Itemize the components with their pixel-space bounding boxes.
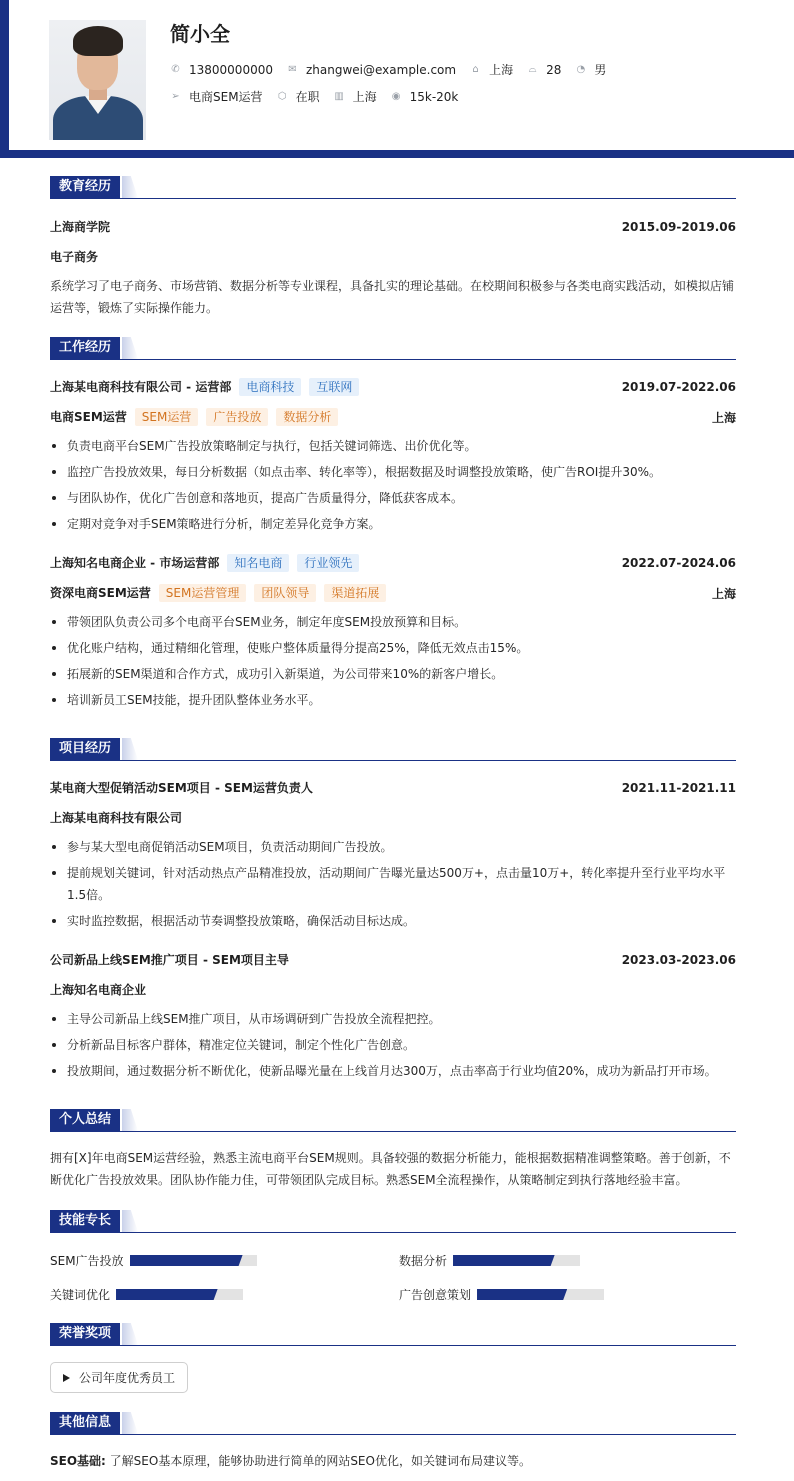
list-item: 定期对竞争对手SEM策略进行分析，制定差异化竞争方案。 (50, 511, 736, 537)
project-header-row (50, 951, 736, 968)
section-header (50, 1412, 736, 1435)
skill-tag: 渠道拓展 (324, 584, 386, 602)
list-item: 监控广告投放效果，每日分析数据（如点击率、转化率等），根据数据及时调整投放策略，使广告ROI提升30%。 (50, 459, 736, 485)
home-icon: ⌂ (472, 64, 479, 75)
section-header (50, 1323, 736, 1346)
project-title: 公司新品上线SEM推广项目 - SEM项目主导 (50, 953, 289, 967)
work-bullets (50, 609, 736, 713)
cake-icon: ⌓ (528, 64, 537, 75)
candidate-name: 简小全 (170, 22, 230, 46)
work-section (50, 337, 736, 360)
role-name: 电商SEM运营 (50, 410, 127, 424)
education-section (50, 176, 736, 199)
section-header (50, 176, 736, 199)
project-period: 2023.03-2023.06 (621, 952, 736, 967)
contact-row (170, 61, 620, 78)
gender-icon: ◔ (576, 64, 586, 75)
expected-salary: 15k-20k (409, 89, 459, 104)
skill-item (50, 1286, 243, 1303)
work-location: 上海 (711, 586, 736, 601)
list-item: 分析新品目标客户群体，精准定位关键词，制定个性化广告创意。 (50, 1032, 736, 1058)
mail-icon: ✉ (288, 64, 297, 75)
age: 28 (546, 62, 562, 77)
profile-photo (49, 20, 146, 140)
list-item: 优化账户结构，通过精细化管理，使账户整体质量得分提高25%，降低无效点击15%。 (50, 635, 736, 661)
project-header-row (50, 779, 736, 796)
play-icon (63, 1374, 70, 1382)
skill-name: 数据分析 (399, 1254, 448, 1268)
award-item[interactable] (50, 1362, 188, 1393)
list-item: 投放期间，通过数据分析不断优化，使新品曝光量在上线首月达300万，点击率高于行业均值20%，成功为新品打开市场。 (50, 1058, 736, 1084)
project-bullets (50, 834, 736, 934)
skill-tag: 数据分析 (276, 408, 338, 426)
other-label: SEO基础: (50, 1454, 106, 1468)
role-row (50, 584, 736, 602)
list-item: 提前规划关键词，针对活动热点产品精准投放，活动期间广告曝光量达500万+，点击量10万+，转化率提升至行业平均水平1.5倍。 (50, 860, 736, 908)
skills-section (50, 1210, 736, 1233)
send-icon: ➢ (171, 91, 180, 102)
skill-bar (116, 1289, 243, 1300)
list-item: 带领团队负责公司多个电商平台SEM业务，制定年度SEM投放预算和目标。 (50, 609, 736, 635)
other-text: 了解SEO基本原理，能够协助进行简单的网站SEO优化，如关键词布局建议等。 (109, 1454, 531, 1468)
list-item: 拓展新的SEM渠道和合作方式，成功引入新渠道，为公司带来10%的新客户增长。 (50, 661, 736, 687)
phone-number: 13800000000 (189, 62, 273, 77)
company-tag: 行业领先 (297, 554, 359, 572)
section-title: 项目经历 (50, 738, 120, 760)
work-location: 上海 (711, 410, 736, 425)
skill-name: SEM广告投放 (50, 1254, 124, 1268)
company-tag: 电商科技 (239, 378, 301, 396)
company-name: 上海知名电商企业 - 市场运营部 (50, 556, 220, 570)
skill-tag: SEM运营管理 (159, 584, 247, 602)
project-company-row (50, 809, 736, 826)
skill-item (50, 1252, 257, 1269)
work-header-row (50, 554, 736, 572)
job-target: 电商SEM运营 (189, 90, 263, 104)
section-header (50, 1210, 736, 1233)
section-title: 技能专长 (50, 1210, 120, 1232)
project-bullets (50, 1006, 736, 1084)
section-title: 其他信息 (50, 1412, 120, 1434)
list-item: 实时监控数据，根据活动节奏调整投放策略，确保活动目标达成。 (50, 908, 736, 934)
work-bullets (50, 433, 736, 537)
role-name: 资深电商SEM运营 (50, 586, 151, 600)
company-name: 上海某电商科技有限公司 - 运营部 (50, 380, 232, 394)
company-tag: 知名电商 (227, 554, 289, 572)
list-item: 参与某大型电商促销活动SEM项目，负责活动期间广告投放。 (50, 834, 736, 860)
summary-text: 拥有[X]年电商SEM运营经验，熟悉主流电商平台SEM规则。具备较强的数据分析能力，能根据数据精准调整策略。善于创新，不断优化广告投放效果。团队协作能力佳，可带领团队完成目标。熟悉SEM全流程操作，从策略制定到执行落地经验丰富。 (50, 1151, 731, 1187)
major-row (50, 248, 736, 265)
project-title: 某电商大型促销活动SEM项目 - SEM运营负责人 (50, 781, 313, 795)
status-icon: ⬡ (277, 91, 287, 102)
skill-bar (477, 1289, 604, 1300)
award-name: 公司年度优秀员工 (79, 1371, 176, 1385)
building-icon: ▥ (334, 91, 344, 102)
list-item: 主导公司新品上线SEM推广项目，从市场调研到广告投放全流程把控。 (50, 1006, 736, 1032)
job-intent-row (170, 88, 472, 105)
project-company-row (50, 981, 736, 998)
skill-item (399, 1286, 604, 1303)
work-header-row (50, 378, 736, 396)
section-title: 荣誉奖项 (50, 1323, 120, 1345)
work-period: 2019.07-2022.06 (621, 380, 736, 394)
list-item: 负责电商平台SEM广告投放策略制定与执行，包括关键词筛选、出价优化等。 (50, 433, 736, 459)
skill-bar (453, 1255, 580, 1266)
skill-tag: 团队领导 (254, 584, 316, 602)
summary-section (50, 1109, 736, 1132)
project-company: 上海某电商科技有限公司 (50, 811, 183, 825)
project-company: 上海知名电商企业 (50, 983, 147, 997)
other-info (50, 1450, 736, 1472)
gender: 男 (594, 63, 607, 77)
major-name: 电子商务 (50, 250, 99, 264)
project-period: 2021.11-2021.11 (621, 780, 736, 795)
skill-name: 广告创意策划 (399, 1288, 472, 1302)
salary-icon: ◉ (391, 91, 401, 102)
email-address: zhangwei@example.com (305, 62, 457, 77)
skill-bar (130, 1255, 257, 1266)
target-city: 上海 (352, 90, 377, 104)
phone-icon: ✆ (171, 64, 180, 75)
skill-item (399, 1252, 580, 1269)
skill-tag: 广告投放 (206, 408, 268, 426)
school-name: 上海商学院 (50, 220, 111, 234)
section-title: 教育经历 (50, 176, 120, 198)
education-period: 2015.09-2019.06 (621, 219, 736, 234)
company-tag: 互联网 (309, 378, 359, 396)
current-city: 上海 (489, 63, 514, 77)
skill-tag: SEM运营 (135, 408, 199, 426)
awards-section (50, 1323, 736, 1346)
skill-name: 关键词优化 (50, 1288, 111, 1302)
role-row (50, 408, 736, 426)
section-header (50, 337, 736, 360)
job-status: 在职 (295, 90, 320, 104)
list-item: 与团队协作，优化广告创意和落地页，提高广告质量得分，降低获客成本。 (50, 485, 736, 511)
section-title: 个人总结 (50, 1109, 120, 1131)
education-header-row (50, 218, 736, 235)
education-description: 系统学习了电子商务、市场营销、数据分析等专业课程，具备扎实的理论基础。在校期间积极参与各类电商实践活动，如模拟店铺运营等，锻炼了实际操作能力。 (50, 279, 735, 315)
projects-section (50, 738, 736, 761)
section-header (50, 1109, 736, 1132)
other-section (50, 1412, 736, 1435)
section-header (50, 738, 736, 761)
work-period: 2022.07-2024.06 (621, 556, 736, 570)
list-item: 培训新员工SEM技能，提升团队整体业务水平。 (50, 687, 736, 713)
section-title: 工作经历 (50, 337, 120, 359)
